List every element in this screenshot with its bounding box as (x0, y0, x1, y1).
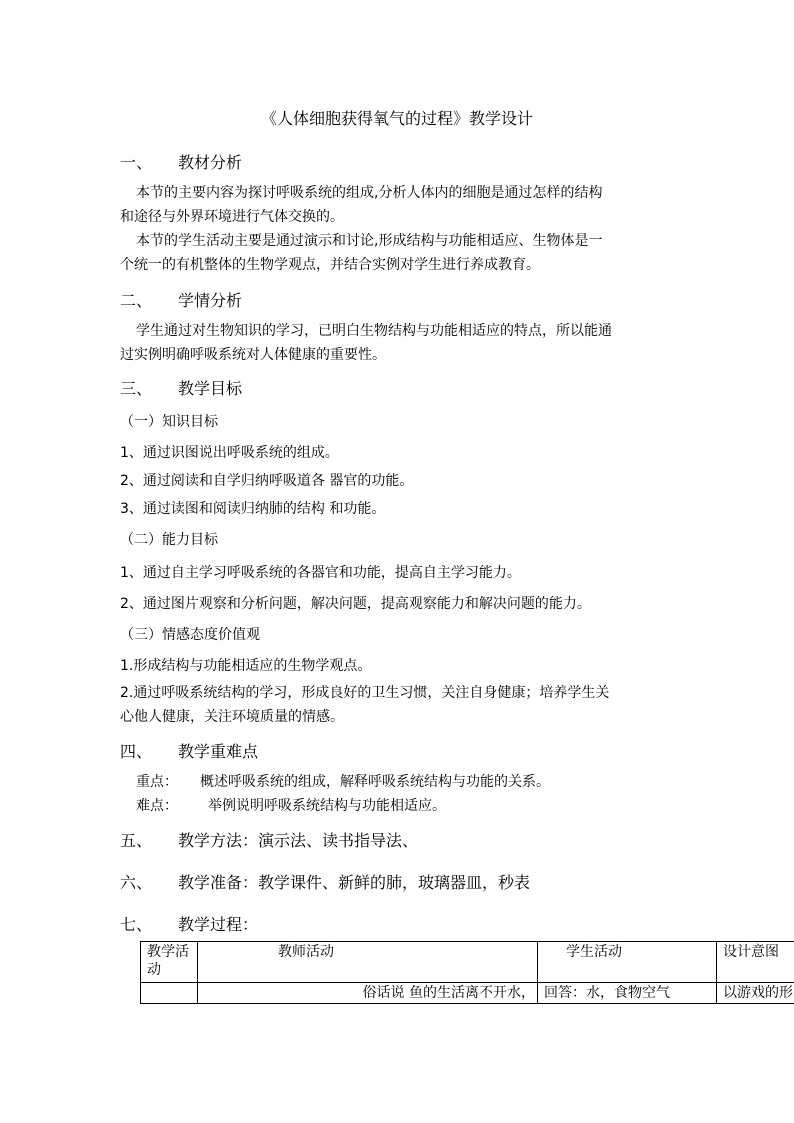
section-title: 教学方法：演示法、读书指导法、 (178, 831, 419, 850)
table-cell: 回答：水，食物空气 (538, 983, 717, 1004)
section-title: 教材分析 (178, 153, 243, 172)
key-point-line (136, 770, 550, 794)
list-item: 1、通过识图说出呼吸系统的组成。 (120, 445, 339, 461)
key-point-label: 重点： (136, 774, 178, 790)
page-title: 《人体细胞获得氧气的过程》教学设计 (260, 109, 533, 128)
difficult-point-text: 举例说明呼吸系统结构与功能相适应。 (208, 798, 446, 814)
table-header-cell: 教学活动 (141, 942, 198, 983)
section-title: 教学过程： (178, 915, 259, 934)
section-heading-5 (120, 828, 418, 851)
section-number: 五、 (120, 831, 153, 850)
section-number: 六、 (120, 873, 153, 892)
section-number: 四、 (120, 742, 153, 761)
teaching-process-table (140, 941, 794, 1004)
paragraph-line: 过实例明确呼吸系统对人体健康的重要性。 (120, 347, 386, 363)
section-number: 七、 (120, 915, 153, 934)
key-point-text: 概述呼吸系统的组成，解释呼吸系统结构与功能的关系。 (200, 774, 550, 790)
list-item: 3、通过读图和阅读归纳肺的结构 和功能。 (120, 501, 386, 517)
list-item: 2.通过呼吸系统结构的学习，形成良好的卫生习惯，关注自身健康；培养学生关 (120, 685, 610, 701)
section-heading-2 (120, 288, 242, 311)
table-header-cell: 设计意图 (717, 942, 794, 983)
list-item: 1.形成结构与功能相适应的生物学观点。 (120, 658, 372, 674)
section-title: 教学目标 (178, 379, 243, 398)
subheading: （三）情感态度价值观 (120, 627, 260, 643)
section-heading-4 (120, 739, 258, 762)
paragraph-line: 和途径与外界环境进行气体交换的。 (120, 209, 344, 225)
subheading: （二）能力目标 (120, 532, 218, 548)
list-item: 2、通过阅读和自学归纳呼吸道各 器官的功能。 (120, 473, 414, 489)
section-heading-6 (120, 870, 530, 893)
section-title: 教学重难点 (178, 742, 259, 761)
table-header-cell: 学生活动 (538, 942, 717, 983)
section-number: 三、 (120, 379, 153, 398)
section-heading-3 (120, 376, 242, 399)
section-heading-7 (120, 912, 258, 935)
section-number: 一、 (120, 153, 153, 172)
list-item: 1、通过自主学习呼吸系统的各器官和功能，提高自主学习能力。 (120, 565, 521, 581)
table-cell: 俗话说 鱼的生活离不开水， (198, 983, 538, 1004)
section-heading-1 (120, 150, 242, 173)
paragraph-line: 学生通过对生物知识的学习，已明白生物结构与功能相适应的特点，所以能通 (136, 323, 612, 339)
table-row (141, 983, 794, 1004)
table-cell: 以游戏的形 (717, 983, 794, 1004)
list-item: 2、通过图片观察和分析问题，解决问题，提高观察能力和解决问题的能力。 (120, 596, 591, 612)
list-item: 心他人健康，关注环境质量的情感。 (120, 709, 344, 725)
section-number: 二、 (120, 291, 153, 310)
difficult-point-line (136, 794, 446, 818)
table-header-row (141, 942, 794, 983)
table-cell (141, 983, 198, 1004)
paragraph-line: 本节的主要内容为探讨呼吸系统的组成,分析人体内的细胞是通过怎样的结构 (136, 185, 603, 201)
difficult-point-label: 难点： (136, 798, 178, 814)
section-title: 学情分析 (178, 291, 243, 310)
table-header-cell: 教师活动 (198, 942, 538, 983)
section-title: 教学准备：教学课件、新鲜的肺，玻璃器皿，秒表 (178, 873, 531, 892)
paragraph-line: 本节的学生活动主要是通过演示和讨论,形成结构与功能相适应、生物体是一 (136, 233, 603, 249)
subheading: （一）知识目标 (120, 414, 218, 430)
paragraph-line: 个统一的有机整体的生物学观点，并结合实例对学生进行养成教育。 (120, 257, 540, 273)
